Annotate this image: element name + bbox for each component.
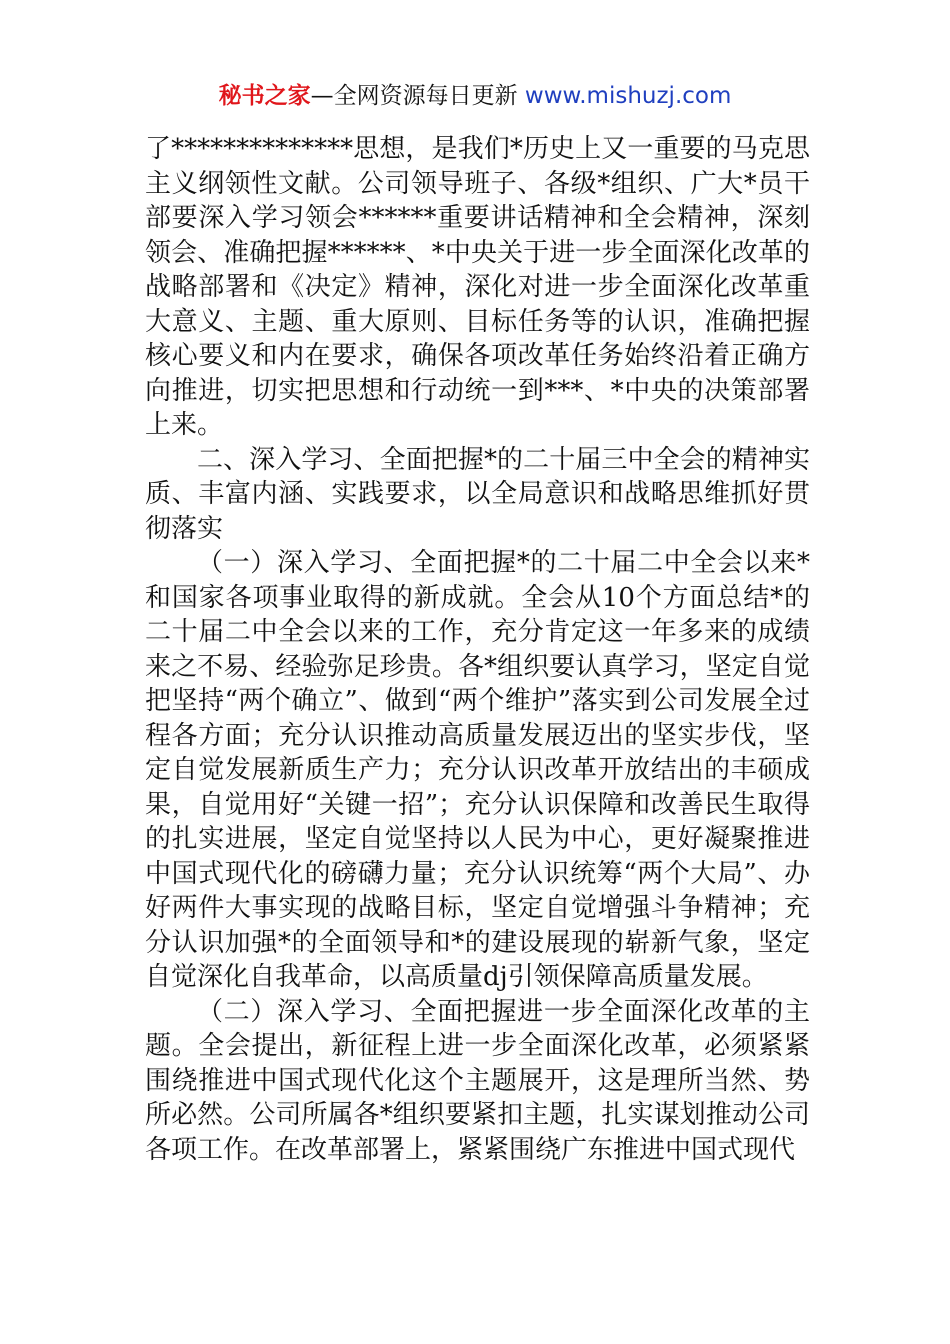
- site-url-link[interactable]: www.mishuzj.com: [524, 83, 732, 109]
- body-paragraph: 了**************思想，是我们*历史上又一重要的马克思主义纲领性文献。公司领导班子、各级*组织、广大*员干部要深入学习领会******重要讲话精神和全会精神，深刻领会、准确把握******、*中央关于进一步全面深化改革的战略部署和《决定》精神，深化对进一步全面深化改革重大意义、主题、重大原则、目标任务等的认识，准确把握核心要义和内在要求，确保各项改革任务始终沿着正确方向推进，切实把思想和行动统一到***、*中央的决策部署上来。: [145, 134, 810, 440]
- header-tagline: —全网资源每日更新: [310, 83, 525, 109]
- site-header: [0, 78, 950, 114]
- body-paragraph: （二）深入学习、全面把握进一步全面深化改革的主题。全会提出，新征程上进一步全面深化改革，必须紧紧围绕推进中国式现代化这个主题展开，这是理所当然、势所必然。公司所属各*组织要紧扣主题，扎实谋划推动公司各项工作。在改革部署上，紧紧围绕广东推进中国式现代: [145, 996, 810, 1165]
- section-heading: 二、深入学习、全面把握*的二十届三中全会的精神实质、丰富内涵、实践要求，以全局意识和战略思维抓好贯彻落实: [145, 444, 810, 544]
- body-paragraph: （一）深入学习、全面把握*的二十届二中全会以来*和国家各项事业取得的新成就。全会从10个方面总结*的二十届二中全会以来的工作，充分肯定这一年多来的成绩来之不易、经验弥足珍贵。各*组织要认真学习，坚定自觉把坚持“两个确立”、做到“两个维护”落实到公司发展全过程各方面；充分认识推动高质量发展迈出的坚实步伐，坚定自觉发展新质生产力；充分认识改革开放结出的丰硕成果，自觉用好“关键一招”；充分认识保障和改善民生取得的扎实进展，坚定自觉坚持以人民为中心，更好凝聚推进中国式现代化的磅礴力量；充分认识统筹“两个大局”、办好两件大事实现的战略目标，坚定自觉增强斗争精神；充分认识加强*的全面领导和*的建设展现的崭新气象，坚定自觉深化自我革命，以高质量dj引领保障高质量发展。: [145, 548, 810, 992]
- brand-name: 秘书之家: [218, 83, 311, 109]
- document-body: [145, 132, 810, 1167]
